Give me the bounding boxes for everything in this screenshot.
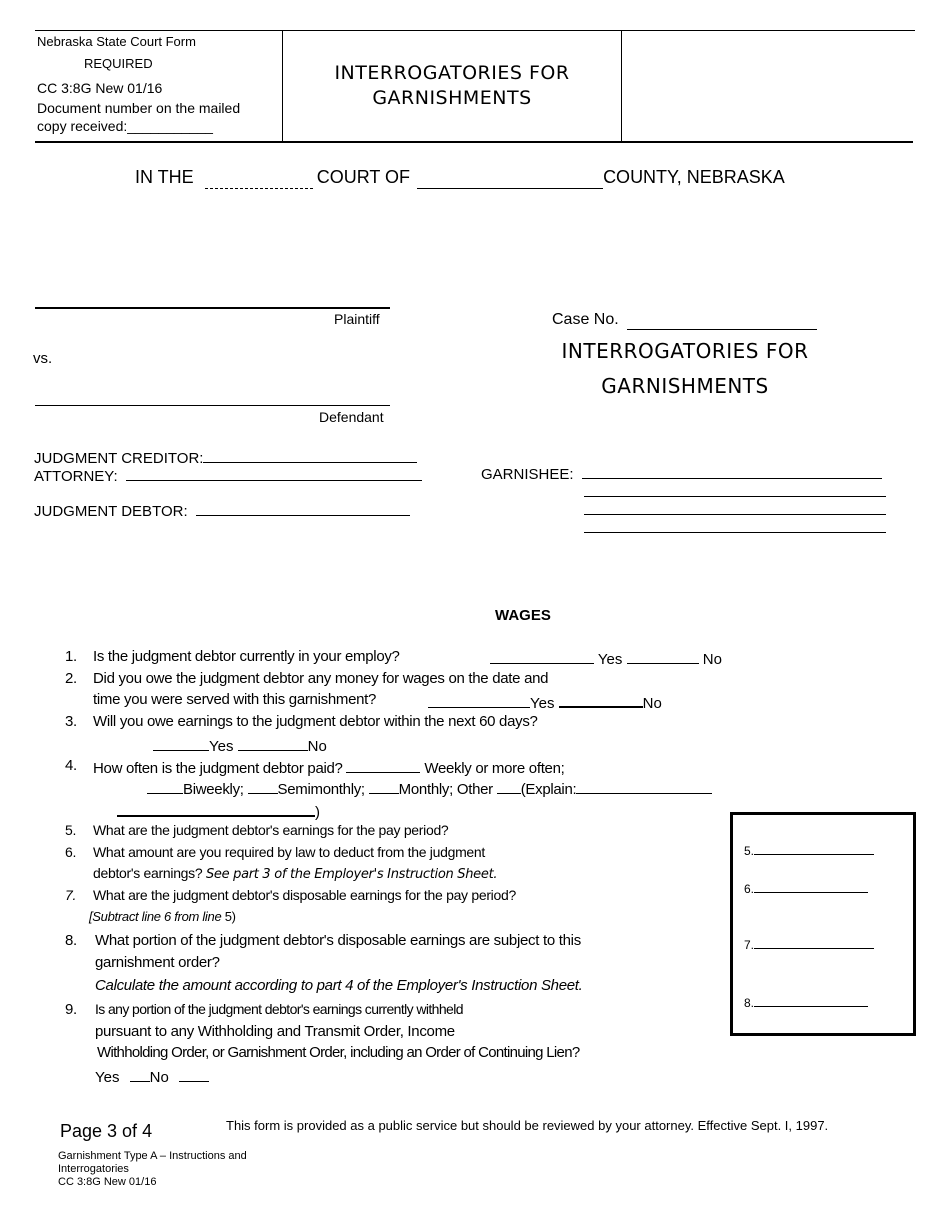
plaintiff-label: Plaintiff bbox=[334, 311, 380, 327]
header-divider-right bbox=[621, 30, 622, 141]
q4-explain-field-2[interactable] bbox=[117, 800, 315, 817]
q9-no-field[interactable] bbox=[179, 1066, 209, 1082]
judgment-creditor-field[interactable] bbox=[203, 447, 417, 463]
answer-7-label: 7. bbox=[744, 938, 755, 952]
q7-text: What are the judgment debtor's disposable earnings for the pay period? bbox=[93, 887, 516, 903]
q2-yes-field[interactable] bbox=[428, 692, 530, 708]
answer-8 bbox=[744, 994, 868, 1010]
q2-line2: time you were served with this garnishment? bbox=[93, 691, 377, 708]
q8-note: Calculate the amount according to part 4 of the Employer's Instruction Sheet. bbox=[95, 977, 583, 994]
q9-line2: pursuant to any Withholding and Transmit Order, Income bbox=[95, 1023, 455, 1040]
header-title-line1: INTERROGATORIES FOR bbox=[334, 62, 570, 84]
q4-monthly-field[interactable] bbox=[369, 778, 399, 794]
q3-no-label: No bbox=[307, 738, 327, 755]
q4-weekly-field[interactable] bbox=[346, 757, 420, 773]
q9-line3: Withholding Order, or Garnishment Order, including an Order of Continuing Lien? bbox=[97, 1044, 580, 1061]
answer-8-field[interactable] bbox=[754, 994, 868, 1007]
q4-weekly-label: Weekly or more often; bbox=[424, 760, 565, 777]
answer-7-field[interactable] bbox=[754, 936, 874, 949]
q1-no-field[interactable] bbox=[627, 648, 699, 664]
q8-line2: garnishment order? bbox=[95, 954, 220, 971]
judgment-debtor bbox=[34, 500, 410, 520]
garnishee-address-line3[interactable] bbox=[584, 532, 886, 533]
q2-number: 2. bbox=[65, 670, 77, 687]
q9-no-label: No bbox=[149, 1069, 169, 1086]
garnishee-address-line2[interactable] bbox=[584, 514, 886, 515]
case-number-field[interactable] bbox=[627, 311, 817, 330]
q7-note: [Subtract line 6 from line bbox=[89, 909, 222, 924]
q4-explain-label: (Explain: bbox=[520, 781, 577, 798]
q4-biweekly-field[interactable] bbox=[147, 778, 183, 794]
q9-yes-field[interactable] bbox=[130, 1066, 150, 1082]
attorney-field[interactable] bbox=[126, 465, 422, 481]
q4-other-field[interactable] bbox=[497, 778, 521, 794]
garnishee-label: GARNISHEE: bbox=[481, 466, 574, 483]
doc-number-line2: copy received:___________ bbox=[37, 118, 213, 134]
q7-number: 7. bbox=[65, 887, 77, 903]
garnishee-address-line1[interactable] bbox=[584, 496, 886, 497]
footer-line3: CC 3:8G New 01/16 bbox=[58, 1176, 157, 1188]
q4-explain-field[interactable] bbox=[576, 778, 712, 794]
q9-number: 9. bbox=[65, 1001, 77, 1018]
garnishee bbox=[481, 463, 882, 483]
q9-answer bbox=[95, 1066, 209, 1086]
q9-yes-label: Yes bbox=[95, 1069, 120, 1086]
q4-line3 bbox=[117, 800, 320, 821]
q3-yes-label: Yes bbox=[209, 738, 234, 755]
answer-5-field[interactable] bbox=[754, 842, 874, 855]
defendant-line[interactable] bbox=[35, 405, 390, 406]
q6-line2-text: debtor's earnings? bbox=[93, 865, 203, 881]
county-field[interactable] bbox=[417, 167, 603, 189]
answer-8-label: 8. bbox=[744, 996, 755, 1010]
attorney-label: ATTORNEY: bbox=[34, 468, 118, 485]
q9-line1: Is any portion of the judgment debtor's earnings currently withheld bbox=[95, 1001, 463, 1017]
q2-answer bbox=[428, 691, 662, 712]
q6-line1: What amount are you required by law to deduct from the judgment bbox=[93, 844, 485, 860]
page-number: Page 3 of 4 bbox=[60, 1121, 153, 1141]
answer-5 bbox=[744, 842, 874, 858]
q4-number: 4. bbox=[65, 757, 77, 774]
q7-note-end: 5) bbox=[224, 909, 236, 924]
footer-notice: This form is provided as a public service but should be reviewed by your attorney. Effective Sept. I, 1997. bbox=[226, 1118, 829, 1133]
defendant-label: Defendant bbox=[319, 409, 384, 425]
court-of-label: COURT OF bbox=[316, 167, 411, 187]
header-top-rule bbox=[35, 30, 915, 31]
q1-answer bbox=[490, 648, 722, 668]
caption-title-line1: INTERROGATORIES FOR bbox=[561, 339, 809, 363]
q4-semimonthly-label: Semimonthly; bbox=[277, 781, 365, 798]
attorney bbox=[34, 465, 422, 485]
q1-yes-field[interactable] bbox=[490, 648, 594, 664]
q6-number: 6. bbox=[65, 844, 77, 860]
q4-line1 bbox=[93, 757, 565, 777]
footer-line2: Interrogatories bbox=[58, 1163, 129, 1175]
doc-number-line1: Document number on the mailed bbox=[37, 100, 241, 116]
q4-semimonthly-field[interactable] bbox=[248, 778, 278, 794]
case-no-label: Case No. bbox=[552, 311, 619, 328]
court-line bbox=[135, 167, 785, 189]
q2-yes-label: Yes bbox=[530, 695, 555, 712]
court-type-field[interactable] bbox=[205, 167, 313, 189]
header-title-line2: GARNISHMENTS bbox=[372, 87, 532, 109]
q2-no-field[interactable] bbox=[559, 691, 643, 708]
judgment-debtor-field[interactable] bbox=[196, 500, 410, 516]
q4-line2 bbox=[147, 778, 712, 798]
q4-monthly-label: Monthly; Other bbox=[398, 781, 493, 798]
q8-number: 8. bbox=[65, 932, 77, 949]
q1-number: 1. bbox=[65, 648, 77, 665]
form-source: Nebraska State Court Form bbox=[37, 34, 196, 49]
form-number: CC 3:8G New 01/16 bbox=[37, 80, 163, 96]
q2-line1: Did you owe the judgment debtor any money for wages on the date and bbox=[93, 670, 549, 687]
judgment-creditor bbox=[34, 447, 417, 467]
q1-no-label: No bbox=[702, 651, 722, 668]
case-number bbox=[552, 311, 817, 330]
caption-title-line2: GARNISHMENTS bbox=[601, 374, 769, 398]
plaintiff-line[interactable] bbox=[35, 307, 390, 309]
answer-6 bbox=[744, 880, 868, 896]
judgment-debtor-label: JUDGMENT DEBTOR: bbox=[34, 503, 188, 520]
header-divider-left bbox=[282, 30, 283, 141]
q8-line1: What portion of the judgment debtor's disposable earnings are subject to this bbox=[95, 932, 581, 949]
q6-line2 bbox=[93, 865, 497, 882]
county-label: COUNTY, NEBRASKA bbox=[603, 167, 785, 187]
q6-note: See part 3 of the Employer's Instruction Sheet. bbox=[205, 867, 498, 882]
vs-label: vs. bbox=[33, 350, 53, 367]
q4-text: How often is the judgment debtor paid? bbox=[93, 760, 343, 777]
q7-note-line bbox=[89, 909, 236, 924]
judgment-creditor-label: JUDGMENT CREDITOR: bbox=[34, 450, 204, 467]
answer-7 bbox=[744, 936, 874, 952]
q3-no-field[interactable] bbox=[238, 735, 308, 751]
q1-yes-label: Yes bbox=[597, 651, 623, 668]
answer-6-field[interactable] bbox=[754, 880, 868, 893]
q3-answer bbox=[153, 735, 327, 755]
section-title: WAGES bbox=[495, 607, 551, 624]
in-the-label: IN THE bbox=[135, 167, 194, 187]
answer-5-label: 5. bbox=[744, 844, 755, 858]
garnishee-field[interactable] bbox=[582, 463, 882, 479]
q1-text: Is the judgment debtor currently in your employ? bbox=[93, 648, 400, 665]
q2-no-label: No bbox=[642, 695, 662, 712]
answer-6-label: 6. bbox=[744, 882, 755, 896]
q4-close-paren: ) bbox=[315, 804, 320, 821]
footer-line1: Garnishment Type A – Instructions and bbox=[58, 1150, 247, 1162]
required-label: REQUIRED bbox=[84, 56, 153, 71]
q5-text: What are the judgment debtor's earnings for the pay period? bbox=[93, 822, 449, 838]
q4-biweekly-label: Biweekly; bbox=[183, 781, 244, 798]
q3-number: 3. bbox=[65, 713, 77, 730]
header-bottom-rule bbox=[35, 141, 913, 143]
q5-number: 5. bbox=[65, 822, 77, 838]
q3-yes-field[interactable] bbox=[153, 735, 209, 751]
q3-text: Will you owe earnings to the judgment debtor within the next 60 days? bbox=[93, 713, 538, 730]
